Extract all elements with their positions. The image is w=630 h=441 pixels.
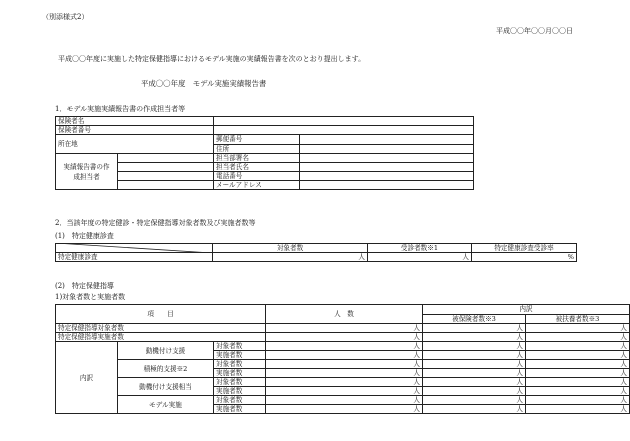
cell-value[interactable]: 人 bbox=[526, 342, 630, 351]
cell-value[interactable]: 人 bbox=[266, 360, 423, 369]
submission-date: 平成〇〇年〇〇月〇〇日 bbox=[496, 27, 573, 35]
cell-value[interactable]: 人 bbox=[526, 324, 630, 333]
intro-text: 平成〇〇年度に実施した特定保健指導におけるモデル実施の実績報告書を次のとおり提出します。 bbox=[58, 55, 366, 63]
group-label: モデル実施 bbox=[118, 396, 214, 414]
guidance-subheading: 1)対象者数と実施者数 bbox=[55, 293, 126, 301]
department-value[interactable] bbox=[300, 154, 474, 163]
target-count-header: 対象者数 bbox=[213, 244, 368, 253]
insurer-number-label: 保険者番号 bbox=[56, 126, 214, 135]
insurer-name-value[interactable] bbox=[214, 117, 474, 126]
breakdown-label: 内訳 bbox=[56, 342, 118, 414]
cell-value[interactable]: 人 bbox=[526, 351, 630, 360]
checkup-rate-value[interactable]: % bbox=[472, 253, 577, 262]
group-label: 積極的支援※2 bbox=[118, 360, 214, 378]
cell-value[interactable]: 人 bbox=[423, 405, 526, 414]
person-name-value[interactable] bbox=[300, 163, 474, 172]
email-label: メールアドレス bbox=[214, 181, 300, 190]
health-checkup-row-label: 特定健康診査 bbox=[56, 253, 213, 262]
cell-value[interactable]: 人 bbox=[266, 396, 423, 405]
target-label: 対象者数 bbox=[214, 378, 266, 387]
cell-value[interactable]: 人 bbox=[423, 396, 526, 405]
cell-value[interactable]: 人 bbox=[266, 333, 423, 342]
insurer-name-label: 保険者名 bbox=[56, 117, 214, 126]
cell-value[interactable]: 人 bbox=[266, 369, 423, 378]
group-label: 動機付け支援 bbox=[118, 342, 214, 360]
checkup-rate-header: 特定健康診査受診率 bbox=[472, 244, 577, 253]
implemented-label: 実施者数 bbox=[214, 369, 266, 378]
checkup-examinee-value[interactable]: 人 bbox=[368, 253, 472, 262]
cell-value[interactable]: 人 bbox=[266, 324, 423, 333]
cell-value[interactable]: 人 bbox=[423, 342, 526, 351]
breakdown-header: 内訳 bbox=[423, 305, 630, 315]
cell-value[interactable]: 人 bbox=[423, 387, 526, 396]
cell-value[interactable]: 人 bbox=[266, 405, 423, 414]
target-label: 対象者数 bbox=[214, 396, 266, 405]
cell-value[interactable]: 人 bbox=[423, 360, 526, 369]
cell-value[interactable]: 人 bbox=[423, 333, 526, 342]
cell-value[interactable]: 人 bbox=[266, 387, 423, 396]
implemented-label: 実施者数 bbox=[214, 387, 266, 396]
cell-value[interactable]: 人 bbox=[526, 360, 630, 369]
cell-value[interactable]: 人 bbox=[423, 378, 526, 387]
dependent-header: 被扶養者数※3 bbox=[526, 314, 630, 324]
cell-value[interactable]: 人 bbox=[526, 333, 630, 342]
cell-value[interactable]: 人 bbox=[526, 396, 630, 405]
cell-value[interactable]: 人 bbox=[423, 369, 526, 378]
cell-value[interactable]: 人 bbox=[423, 324, 526, 333]
email-value[interactable] bbox=[300, 181, 474, 190]
form-label: （別添様式2） bbox=[42, 13, 89, 21]
cell-value[interactable]: 人 bbox=[526, 378, 630, 387]
phone-label: 電話番号 bbox=[214, 172, 300, 181]
examinee-count-header: 受診者数※1 bbox=[368, 244, 472, 253]
address-label: 住所 bbox=[214, 144, 300, 154]
diagonal-line bbox=[55, 243, 212, 253]
cell-value[interactable]: 人 bbox=[266, 342, 423, 351]
location-label: 所在地 bbox=[56, 135, 214, 154]
department-label: 担当部署名 bbox=[214, 154, 300, 163]
implemented-label: 実施者数 bbox=[214, 351, 266, 360]
checkup-target-value[interactable]: 人 bbox=[213, 253, 368, 262]
guidance-table bbox=[55, 304, 630, 414]
postal-code-label: 郵便番号 bbox=[214, 135, 300, 145]
cell-value[interactable]: 人 bbox=[266, 351, 423, 360]
item-header: 項 目 bbox=[56, 305, 266, 324]
row-implemented-label: 特定保健指導実施者数 bbox=[56, 333, 266, 342]
section2-heading: 2．当該年度の特定健診・特定保健指導対象者数及び実施者数等 bbox=[55, 219, 256, 227]
people-header: 人 数 bbox=[266, 305, 423, 324]
postal-code-value[interactable] bbox=[300, 135, 474, 145]
row-target-label: 特定保健指導対象者数 bbox=[56, 324, 266, 333]
target-label: 対象者数 bbox=[214, 360, 266, 369]
section1-heading: 1．モデル実施実績報告書の作成担当者等 bbox=[55, 105, 186, 113]
group-label: 動機付け支援相当 bbox=[118, 378, 214, 396]
person-name-label: 担当者氏名 bbox=[214, 163, 300, 172]
implemented-label: 実施者数 bbox=[214, 405, 266, 414]
person-group-label: 実績報告書の作成担当者 bbox=[56, 154, 118, 190]
phone-value[interactable] bbox=[300, 172, 474, 181]
address-value[interactable] bbox=[300, 144, 474, 154]
target-label: 対象者数 bbox=[214, 342, 266, 351]
cell-value[interactable]: 人 bbox=[266, 378, 423, 387]
contact-table bbox=[55, 116, 474, 190]
cell-value[interactable]: 人 bbox=[526, 405, 630, 414]
cell-value[interactable]: 人 bbox=[423, 351, 526, 360]
page-title: 平成〇〇年度 モデル実施実績報告書 bbox=[141, 79, 267, 88]
insured-header: 被保険者数※3 bbox=[423, 314, 526, 324]
guidance-heading: (2) 特定保健指導 bbox=[55, 282, 114, 290]
health-checkup-heading: (1) 特定健康診査 bbox=[55, 232, 114, 240]
insurer-number-value[interactable] bbox=[214, 126, 474, 135]
cell-value[interactable]: 人 bbox=[526, 387, 630, 396]
cell-value[interactable]: 人 bbox=[526, 369, 630, 378]
